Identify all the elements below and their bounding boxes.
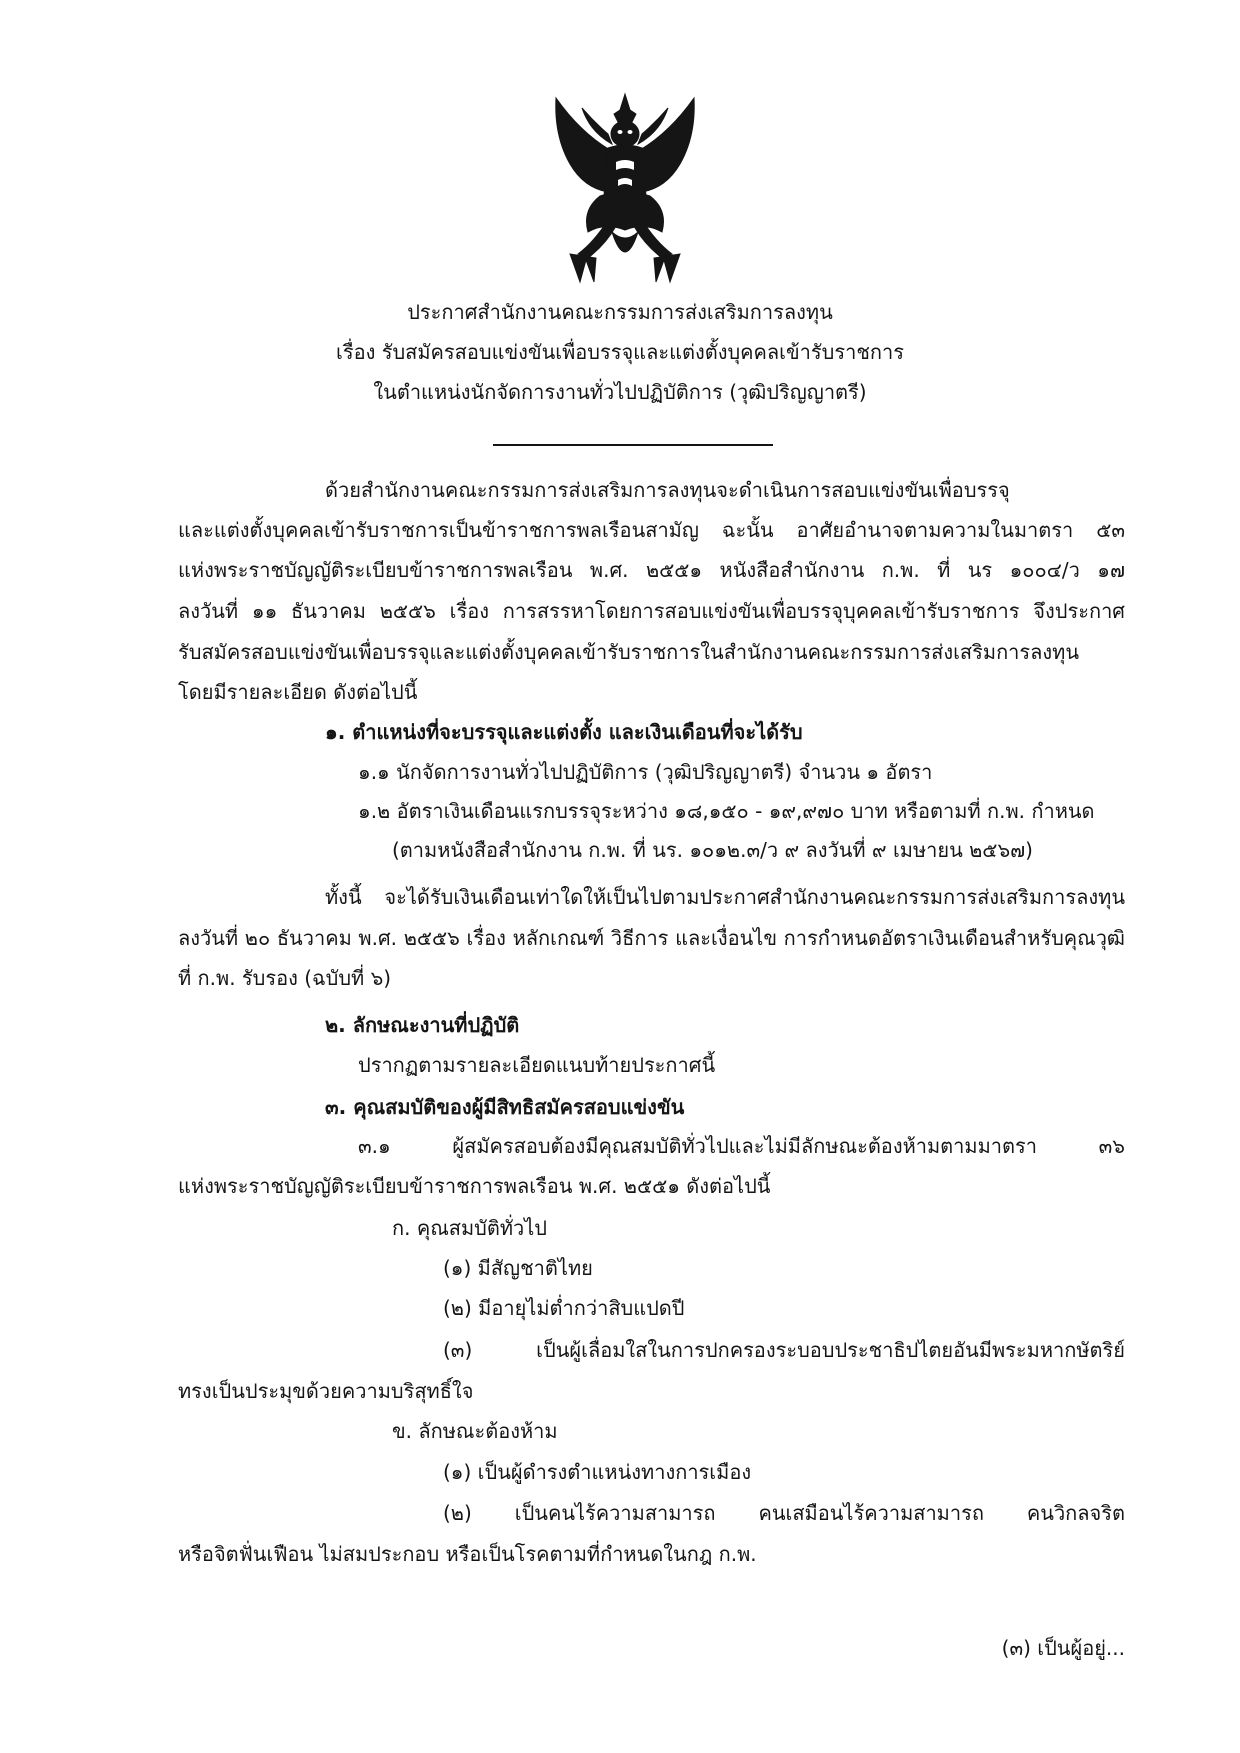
section2-text: ปรากฏตามรายละเอียดแนบท้ายประกาศนี้ <box>358 1053 716 1077</box>
section1-paragraph-line: ทั้งนี้ จะได้รับเงินเดือนเท่าใดให้เป็นไปตามประกาศสำนักงานคณะกรรมการส่งเสริมการลงทุน <box>325 885 1125 909</box>
intro-line: ด้วยสำนักงานคณะกรรมการส่งเสริมการลงทุนจะดำเนินการสอบแข่งขันเพื่อบรรจุ <box>325 478 1010 502</box>
prohibited-heading: ข. ลักษณะต้องห้าม <box>392 1419 558 1443</box>
section3-heading: ๓. คุณสมบัติของผู้มีสิทธิสมัครสอบแข่งขัน <box>325 1095 685 1119</box>
section1-paragraph-line: ลงวันที่ ๒๐ ธันวาคม พ.ศ. ๒๕๕๖ เรื่อง หลักเกณฑ์ วิธีการ และเงื่อนไข การกำหนดอัตราเงินเดือนสำหรับคุณวุฒิ <box>178 926 1125 950</box>
intro-line: แห่งพระราชบัญญัติระเบียบข้าราชการพลเรือน พ.ศ. ๒๕๕๑ หนังสือสำนักงาน ก.พ. ที่ นร ๑๐๐๔/ว ๑๗ <box>178 558 1125 582</box>
prohibited-continuation: หรือจิตฟั่นเฟือน ไม่สมประกอบ หรือเป็นโรคตามที่กำหนดในกฎ ก.พ. <box>178 1542 757 1566</box>
prohibited-item: (๑) เป็นผู้ดำรงตำแหน่งทางการเมือง <box>443 1460 752 1484</box>
intro-line: รับสมัครสอบแข่งขันเพื่อบรรจุและแต่งตั้งบุคคลเข้ารับราชการในสำนักงานคณะกรรมการส่งเสริมการลงทุน <box>178 640 1080 664</box>
general-qualification-continuation: ทรงเป็นประมุขด้วยความบริสุทธิ์ใจ <box>178 1379 474 1403</box>
header-title: ประกาศสำนักงานคณะกรรมการส่งเสริมการลงทุน <box>407 300 833 324</box>
section3-item-line: แห่งพระราชบัญญัติระเบียบข้าราชการพลเรือน พ.ศ. ๒๕๕๑ ดังต่อไปนี้ <box>178 1174 771 1198</box>
garuda-emblem-icon <box>550 92 700 288</box>
header-divider <box>493 444 773 446</box>
prohibited-item: (๒) เป็นคนไร้ความสามารถ คนเสมือนไร้ความสามารถ คนวิกลจริต <box>443 1501 1125 1525</box>
general-qualification-item: (๓) เป็นผู้เลื่อมใสในการปกครองระบอบประชาธิปไตยอันมีพระมหากษัตริย์ <box>443 1338 1125 1362</box>
continued-marker: (๓) เป็นผู้อยู่... <box>1001 1636 1125 1660</box>
intro-line: และแต่งตั้งบุคคลเข้ารับราชการเป็นข้าราชการพลเรือนสามัญ ฉะนั้น อาศัยอำนาจตามความในมาตรา ๕๓ <box>178 518 1125 542</box>
header-position: ในตำแหน่งนักจัดการงานทั่วไปปฏิบัติการ (วุฒิปริญญาตรี) <box>373 380 867 404</box>
general-qualification-item: (๑) มีสัญชาติไทย <box>443 1256 593 1280</box>
general-qualifications-heading: ก. คุณสมบัติทั่วไป <box>392 1216 547 1240</box>
section1-heading: ๑. ตำแหน่งที่จะบรรจุและแต่งตั้ง และเงินเดือนที่จะได้รับ <box>325 720 803 744</box>
intro-line: โดยมีรายละเอียด ดังต่อไปนี้ <box>178 680 418 704</box>
section1-note: (ตามหนังสือสำนักงาน ก.พ. ที่ นร. ๑๐๑๒.๓/ว ๙ ลงวันที่ ๙ เมษายน ๒๕๖๗) <box>392 838 1033 862</box>
section2-heading: ๒. ลักษณะงานที่ปฏิบัติ <box>325 1013 520 1037</box>
intro-line: ลงวันที่ ๑๑ ธันวาคม ๒๕๕๖ เรื่อง การสรรหาโดยการสอบแข่งขันเพื่อบรรจุบุคคลเข้ารับราชการ จึงประกาศ <box>178 599 1125 623</box>
section1-paragraph-line: ที่ ก.พ. รับรอง (ฉบับที่ ๖) <box>178 966 392 990</box>
general-qualification-item: (๒) มีอายุไม่ต่ำกว่าสิบแปดปี <box>443 1296 685 1320</box>
section1-item: ๑.๑ นักจัดการงานทั่วไปปฏิบัติการ (วุฒิปริญญาตรี) จำนวน ๑ อัตรา <box>358 760 933 784</box>
section1-item: ๑.๒ อัตราเงินเดือนแรกบรรจุระหว่าง ๑๘,๑๕๐ - ๑๙,๙๗๐ บาท หรือตามที่ ก.พ. กำหนด <box>358 799 1095 823</box>
header-subject: เรื่อง รับสมัครสอบแข่งขันเพื่อบรรจุและแต่งตั้งบุคคลเข้ารับราชการ <box>336 340 904 364</box>
section3-item-line: ๓.๑ ผู้สมัครสอบต้องมีคุณสมบัติทั่วไปและไม่มีลักษณะต้องห้ามตามมาตรา ๓๖ <box>358 1134 1125 1158</box>
